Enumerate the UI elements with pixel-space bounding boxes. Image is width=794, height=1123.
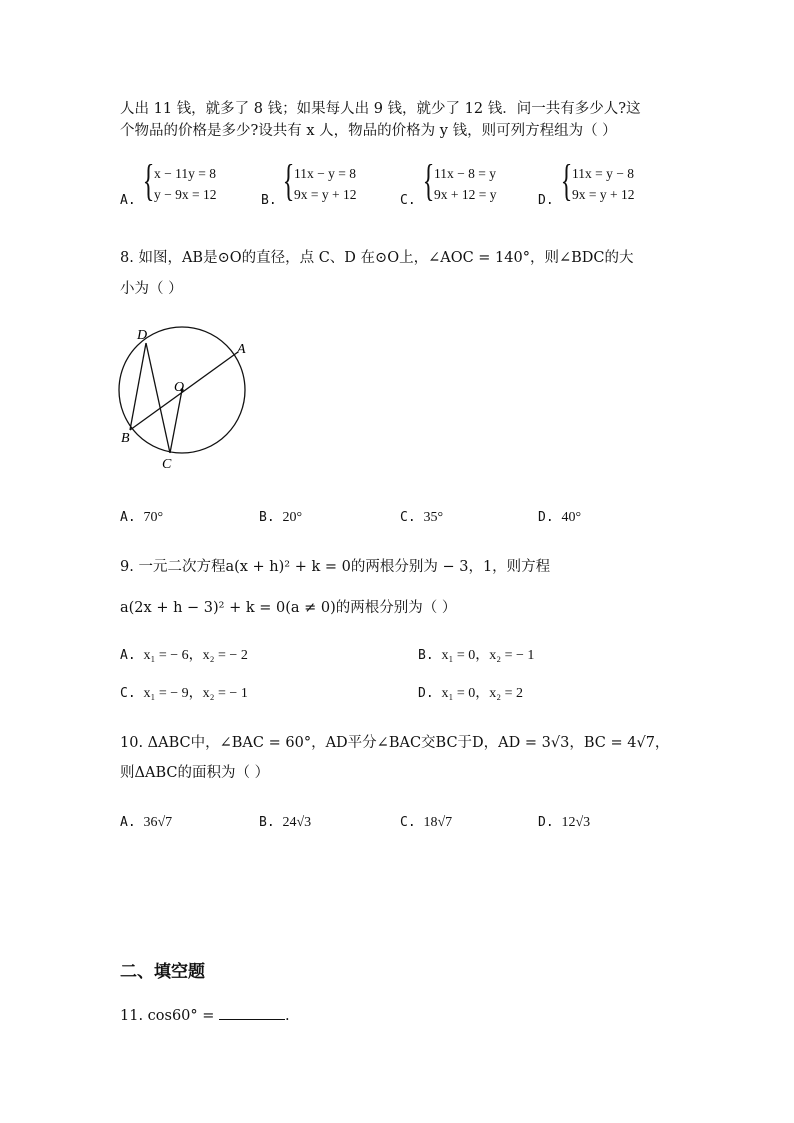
q8-option-a[interactable]	[120, 510, 163, 526]
q10-option-c-label: C.	[400, 815, 416, 830]
q9-line2: a(2x + h − 3)² + k = 0(a ≠ 0)的两根分别为（ ）	[120, 600, 457, 616]
q8-option-c-value: 35°	[423, 510, 444, 525]
q11-prefix: 11. cos60° =	[120, 1008, 220, 1024]
q9-line1: 9. 一元二次方程a(x + h)² + k = 0的两根分别为 − 3，1，则方程	[120, 559, 551, 575]
brace-icon: {	[282, 156, 295, 205]
q7-option-b-label: B.	[261, 193, 277, 208]
brace-icon: {	[142, 156, 155, 205]
section-heading: 二、填空题	[120, 962, 205, 982]
q7-option-b-eq1: 11x − y = 8	[294, 166, 356, 181]
brace-icon: {	[422, 156, 435, 205]
q10-option-b[interactable]	[259, 815, 311, 831]
q7-option-b-eq2: 9x = y + 12	[294, 187, 357, 202]
label-a: A	[237, 342, 246, 357]
q8-option-a-value: 70°	[143, 510, 164, 525]
q10-option-d[interactable]	[538, 815, 590, 831]
q9-option-d-label: D.	[418, 686, 434, 701]
q7-option-d[interactable]	[560, 156, 686, 209]
q8-option-b[interactable]	[259, 510, 302, 526]
q7-option-a-eq1: x − 11y = 8	[154, 166, 216, 181]
q7-option-d-eq1: 11x = y − 8	[572, 166, 634, 181]
q9-option-d-value: x₁ = 0，x₂ = 2	[441, 686, 524, 701]
q8-option-b-value: 20°	[282, 510, 303, 525]
q9-option-c-value: x₁ = − 9，x₂ = − 1	[143, 686, 248, 701]
q10-option-a-label: A.	[120, 815, 136, 830]
q8-option-c[interactable]	[400, 510, 443, 526]
q8-option-b-label: B.	[259, 510, 275, 525]
q10-line2: 则ΔABC的面积为（ ）	[120, 765, 270, 781]
q9-option-b[interactable]	[418, 644, 534, 664]
q11-suffix: .	[285, 1008, 290, 1024]
q7-option-a[interactable]	[142, 156, 268, 209]
answer-blank[interactable]	[219, 1005, 285, 1020]
label-c: C	[162, 457, 172, 472]
q9-option-a[interactable]	[120, 644, 248, 664]
label-o: O	[174, 380, 185, 395]
q10-option-d-value: 12√3	[561, 815, 591, 830]
chord-db	[130, 343, 146, 430]
q7-option-d-eq2: 9x = y + 12	[572, 187, 635, 202]
q7-option-c-eq1: 11x − 8 = y	[434, 166, 496, 181]
q10-option-a[interactable]	[120, 815, 172, 831]
q8-line1: 8. 如图，AB是⊙O的直径，点 C、D 在⊙O上，∠AOC = 140°，则∠BDC的大	[120, 250, 634, 266]
q8-option-c-label: C.	[400, 510, 416, 525]
circle-figure	[110, 322, 260, 472]
q8-option-d-label: D.	[538, 510, 554, 525]
q7-option-d-label: D.	[538, 193, 554, 208]
q9-option-b-label: B.	[418, 648, 434, 663]
q7-option-c-eq2: 9x + 12 = y	[434, 187, 497, 202]
q7-line1: 人出 11 钱，就多了 8 钱；如果每人出 9 钱，就少了 12 钱．问一共有多少人?这	[120, 101, 641, 117]
q7-option-a-eq2: y − 9x = 12	[154, 187, 217, 202]
q9-option-b-value: x₁ = 0，x₂ = − 1	[441, 648, 535, 663]
q8-option-d[interactable]	[538, 510, 581, 526]
q8-option-d-value: 40°	[561, 510, 582, 525]
q7-option-b[interactable]	[282, 156, 408, 209]
chord-dc	[146, 343, 170, 453]
q7-line2: 个物品的价格是多少?设共有 x 人，物品的价格为 y 钱，则可列方程组为（ ）	[120, 123, 617, 139]
q9-option-c[interactable]	[120, 682, 248, 702]
q9-option-d[interactable]	[418, 682, 523, 702]
label-d: D	[137, 328, 148, 343]
q10-option-a-value: 36√7	[143, 815, 173, 830]
q8-option-a-label: A.	[120, 510, 136, 525]
brace-icon: {	[560, 156, 573, 205]
q7-option-a-label: A.	[120, 193, 136, 208]
q10-option-d-label: D.	[538, 815, 554, 830]
q9-option-a-value: x₁ = − 6，x₂ = − 2	[143, 648, 248, 663]
label-b: B	[121, 431, 130, 446]
q10-option-b-value: 24√3	[282, 815, 312, 830]
q10-option-c[interactable]	[400, 815, 452, 831]
q7-option-c[interactable]	[422, 156, 548, 209]
q10-option-b-label: B.	[259, 815, 275, 830]
q11	[120, 1005, 290, 1026]
q7-option-c-label: C.	[400, 193, 416, 208]
q10-line1: 10. ΔABC中，∠BAC = 60°，AD平分∠BAC交BC于D，AD = 3√3，BC = 4√7，	[120, 735, 670, 751]
q10-option-c-value: 18√7	[423, 815, 453, 830]
q9-option-a-label: A.	[120, 648, 136, 663]
q9-option-c-label: C.	[120, 686, 136, 701]
q8-line2: 小为（ ）	[120, 281, 183, 297]
